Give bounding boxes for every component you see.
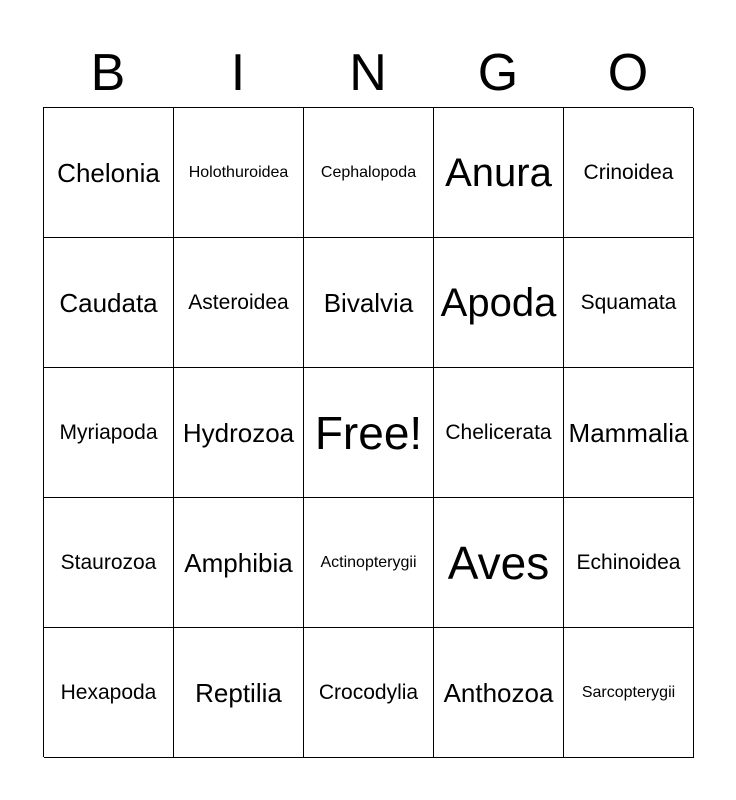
header-letter-o: O bbox=[607, 44, 649, 102]
header-letter-b: B bbox=[90, 44, 126, 102]
bingo-cell[interactable]: Squamata bbox=[564, 238, 694, 368]
bingo-cell[interactable]: Actinopterygii bbox=[304, 498, 434, 628]
bingo-cell[interactable]: Cephalopoda bbox=[304, 108, 434, 238]
free-space-cell[interactable]: Free! bbox=[304, 368, 434, 498]
bingo-cell[interactable]: Reptilia bbox=[174, 628, 304, 758]
bingo-cell[interactable]: Staurozoa bbox=[44, 498, 174, 628]
bingo-cell[interactable]: Chelicerata bbox=[434, 368, 564, 498]
bingo-cell[interactable]: Mammalia bbox=[564, 368, 694, 498]
bingo-cell[interactable]: Caudata bbox=[44, 238, 174, 368]
header-letter-i: I bbox=[230, 44, 246, 102]
bingo-cell[interactable]: Anura bbox=[434, 108, 564, 238]
bingo-cell[interactable]: Anthozoa bbox=[434, 628, 564, 758]
bingo-cell[interactable]: Amphibia bbox=[174, 498, 304, 628]
bingo-cell[interactable]: Myriapoda bbox=[44, 368, 174, 498]
bingo-board bbox=[43, 107, 693, 757]
header-letter-n: N bbox=[349, 44, 387, 102]
bingo-cell[interactable]: Sarcopterygii bbox=[564, 628, 694, 758]
bingo-cell[interactable]: Asteroidea bbox=[174, 238, 304, 368]
bingo-cell[interactable]: Hydrozoa bbox=[174, 368, 304, 498]
bingo-cell[interactable]: Bivalvia bbox=[304, 238, 434, 368]
bingo-cell[interactable]: Holothuroidea bbox=[174, 108, 304, 238]
bingo-cell[interactable]: Hexapoda bbox=[44, 628, 174, 758]
bingo-cell[interactable]: Crocodylia bbox=[304, 628, 434, 758]
bingo-header bbox=[43, 40, 693, 106]
header-letter-g: G bbox=[477, 44, 519, 102]
bingo-cell[interactable]: Crinoidea bbox=[564, 108, 694, 238]
bingo-cell[interactable]: Apoda bbox=[434, 238, 564, 368]
bingo-cell[interactable]: Echinoidea bbox=[564, 498, 694, 628]
bingo-cell[interactable]: Aves bbox=[434, 498, 564, 628]
bingo-cell[interactable]: Chelonia bbox=[44, 108, 174, 238]
